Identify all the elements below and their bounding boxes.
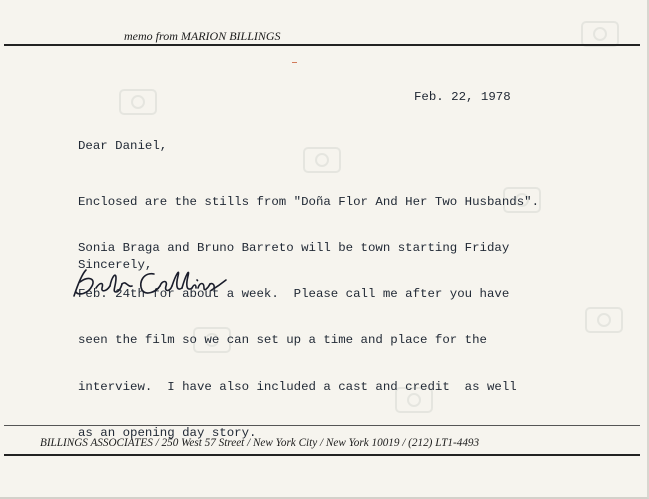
handwritten-signature	[66, 262, 236, 302]
body-line: seen the film so we can set up a time and place for the	[78, 333, 487, 348]
ink-mark	[292, 62, 297, 63]
salutation: Dear Daniel,	[78, 139, 168, 153]
footer-address: BILLINGS ASSOCIATES / 250 West 57 Street / New York City / New York 10019 / (212) LT1-4493	[40, 437, 480, 449]
header-rule	[4, 44, 640, 46]
body-line: Feb. 24th for about a week. Please call me after you have	[78, 287, 510, 302]
letter-date: Feb. 22, 1978	[414, 90, 511, 104]
body-line: Sonia Braga and Bruno Barreto will be town starting Friday	[78, 241, 510, 256]
body-line: Enclosed are the stills from "Doña Flor And Her Two Husbands".	[78, 194, 540, 209]
watermark-logo-icon	[578, 14, 622, 54]
body-line: as an opening day story.	[78, 425, 257, 440]
memo-from-label: memo from MARION BILLINGS	[124, 29, 281, 43]
watermark-logo-icon	[116, 82, 160, 122]
body-line: interview. I have also included a cast and credit as well	[78, 379, 517, 394]
watermark-logo-icon	[582, 300, 626, 340]
footer-rule-top	[4, 425, 640, 426]
closing: Sincerely,	[78, 258, 153, 272]
footer-rule-bottom	[4, 454, 640, 456]
